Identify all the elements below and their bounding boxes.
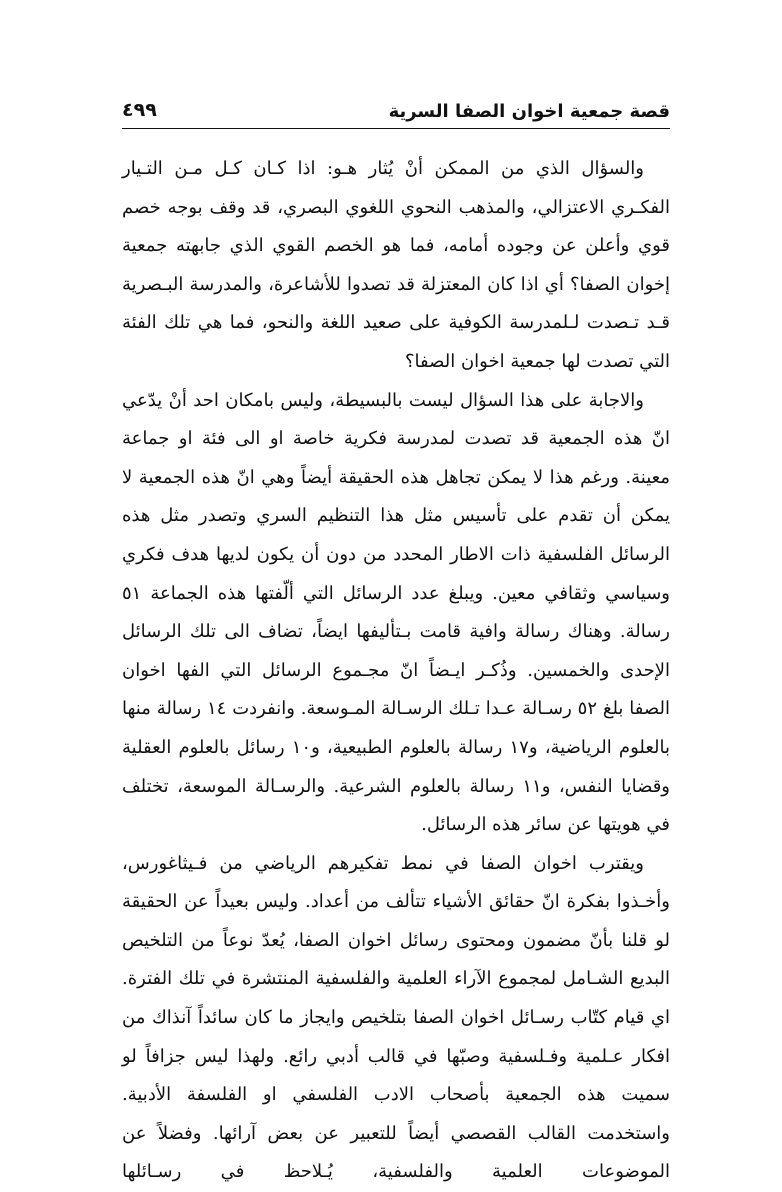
page-header — [122, 98, 670, 129]
paragraph-1: والسؤال الذي من الممكن أنْ يُثار هـو: اذا كـان كـل مـن التـيار الفكـري الاعتزالي، والمذهب النحوي اللغوي البصري، قد وقف بوجه خصم قوي وأعلن عن وجوده أمامه، فما هو الخصم القوي الذي جابهته جمعية إخوان الصفا؟ أي اذا كان المعتزلة قد تصدوا للأشاعرة، والمدرسة البـصرية قـد تـصدت لـلمدرسة الكوفية على صعيد اللغة والنحو، فما هي تلك الفئة التي تصدت لها جمعية اخوان الصفا؟ — [122, 158, 670, 372]
paragraph-3: ويقترب اخوان الصفا في نمط تفكيرهم الرياضي من فـيثاغورس، وأخـذوا بفكرة انّ حقائق الأشياء تتألف من أعداد. وليس بعيداً عن الحقيقة لو قلنا بأنّ مضمون ومحتوى رسائل اخوان الصفا، يُعدّ نوعاً من التلخيص البديع الشـامل لمجموع الآراء العلمية والفلسفية المنتشرة في تلك الفترة. اي قيام كتّاب رسـائل اخوان الصفا بتلخيص وايجاز ما كان سائداً آنذاك من افكار عـلمية وفـلسفية وصبّها في قالب أدبي رائع. ولهذا ليس جزافاً لو سميت هذه الجمعية بأصحاب الادب الفلسفي او الفلسفة الأدبية. واستخدمت القالب القصصي أيضاً للتعبير عن بعض آرائها. وفضلاً عن الموضوعات العلمية والفلسفية، يُـلاحظ في رسـائلها — [122, 852, 670, 1183]
page-number: ٤٩٩ — [122, 99, 157, 121]
paragraph-2: والاجابة على هذا السؤال ليست بالبسيطة، وليس بامكان احد أنْ يدّعي انّ هذه الجمعية قد تصدت لمدرسة فكرية خاصة او الى فئة او جماعة معينة. ورغم هذا لا يمكن تجاهل هذه الحقيقة أيضاً وهي انّ هذه الجمعية لا يمكن أن تقدم على تأسيس مثل هذا التنظيم السري وتصدر مثل هذه الرسائل الفلسفية ذات الاطار المحدد من دون أن يكون لديها هدف فكري وسياسي وثقافي معين. ويبلغ عدد الرسائل التي ألّفتها هذه الجماعة ٥١ رسالة. وهناك رسالة وافية قامت بـتأليفها ايضاً، تضاف الى تلك الرسائل الإحدى والخمسين. وذُكـر ايـضاً انّ مجـموع الرسائل التي الفها اخوان الصفا بلغ ٥٢ رسـالة عـدا تـلك الرسـالة المـوسعة. وانفردت ١٤ رسالة منها بالعلوم الرياضية، و١٧ رسالة بالعلوم الطبيعية، و١٠ رسائل بالعلوم العقلية وقضايا النفس، و١١ رسالة بالعلوم الشرعية. والرسـالة الموسعة، تختلف في هويتها عن سائر هذه الرسائل. — [122, 389, 670, 836]
running-title: قصة جمعية اخوان الصفا السرية — [388, 101, 670, 122]
body-text — [122, 150, 670, 1192]
